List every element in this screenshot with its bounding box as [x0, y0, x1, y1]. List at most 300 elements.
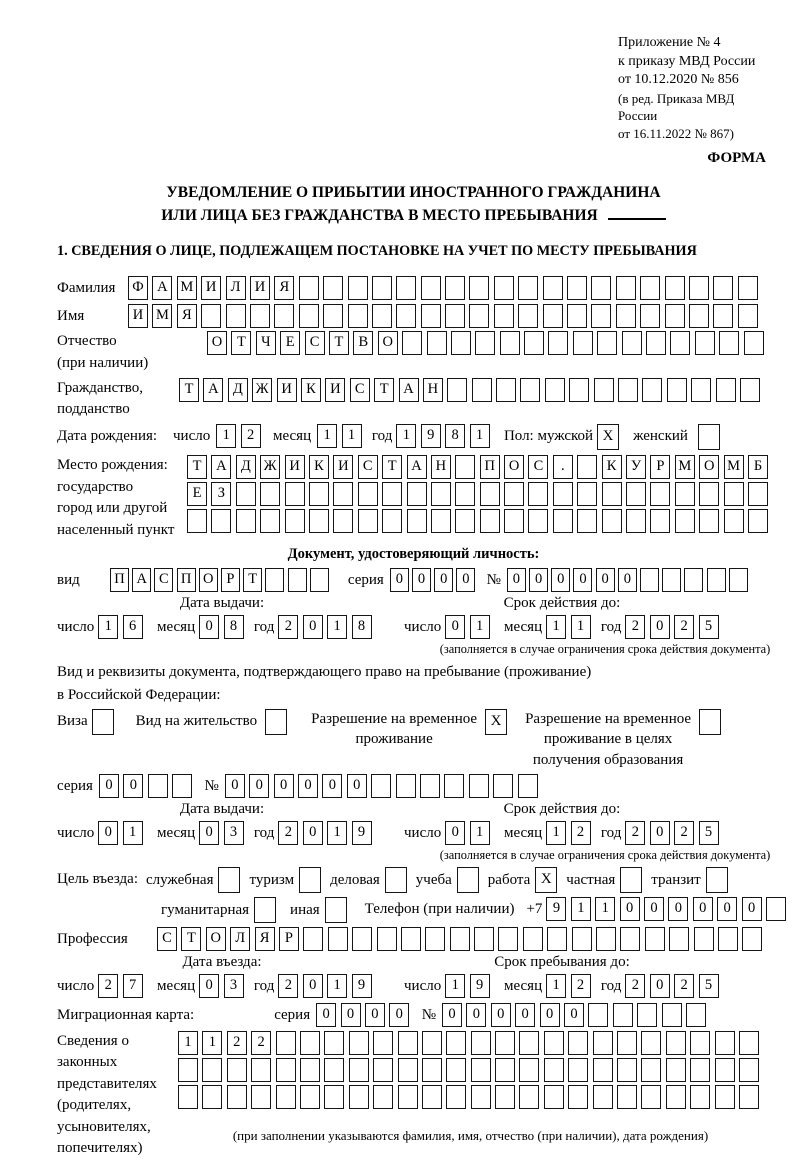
char-cell[interactable]	[689, 304, 709, 328]
char-cell[interactable]: А	[132, 568, 151, 592]
char-cell[interactable]	[715, 1058, 735, 1082]
char-cell[interactable]	[348, 276, 368, 300]
char-cell[interactable]	[553, 482, 573, 506]
char-cell[interactable]: 0	[650, 974, 670, 998]
char-cell[interactable]	[299, 304, 319, 328]
char-cell[interactable]: 2	[571, 821, 591, 845]
char-cell[interactable]: Н	[423, 378, 443, 402]
char-cell[interactable]	[544, 1031, 564, 1055]
char-cell[interactable]	[742, 927, 762, 951]
char-cell[interactable]: Я	[177, 304, 197, 328]
char-cell[interactable]: 2	[278, 974, 298, 998]
char-cell[interactable]	[349, 1058, 369, 1082]
char-cell[interactable]	[285, 509, 305, 533]
char-cell[interactable]: 0	[199, 615, 219, 639]
char-cell[interactable]	[333, 482, 353, 506]
char-cell[interactable]: 0	[199, 821, 219, 845]
char-cell[interactable]: 1	[445, 974, 465, 998]
char-cell[interactable]	[451, 331, 471, 355]
char-cell[interactable]	[602, 509, 622, 533]
char-cell[interactable]: 2	[241, 424, 261, 448]
char-cell[interactable]	[519, 1031, 539, 1055]
char-cell[interactable]: О	[699, 455, 719, 479]
char-cell[interactable]: 2	[625, 821, 645, 845]
char-cell[interactable]	[420, 774, 440, 798]
char-cell[interactable]	[591, 276, 611, 300]
char-cell[interactable]	[446, 1058, 466, 1082]
char-cell[interactable]: 2	[278, 615, 298, 639]
char-cell[interactable]: И	[285, 455, 305, 479]
char-cell[interactable]	[523, 927, 543, 951]
char-cell[interactable]	[422, 1031, 442, 1055]
char-cell[interactable]: Т	[329, 331, 349, 355]
char-cell[interactable]: 0	[322, 774, 342, 798]
char-cell[interactable]	[493, 774, 513, 798]
char-cell[interactable]: 9	[546, 897, 566, 921]
char-cell[interactable]: 0	[99, 774, 119, 798]
char-cell[interactable]	[518, 276, 538, 300]
char-cell[interactable]: Д	[236, 455, 256, 479]
char-cell[interactable]	[694, 927, 714, 951]
char-cell[interactable]: 2	[571, 974, 591, 998]
char-cell[interactable]	[475, 331, 495, 355]
char-cell[interactable]: Н	[431, 455, 451, 479]
char-cell[interactable]: 0	[389, 1003, 409, 1027]
char-cell[interactable]	[699, 482, 719, 506]
char-cell[interactable]	[691, 378, 711, 402]
char-cell[interactable]: М	[724, 455, 744, 479]
char-cell[interactable]	[372, 276, 392, 300]
char-cell[interactable]: М	[177, 276, 197, 300]
char-cell[interactable]	[739, 1031, 759, 1055]
char-cell[interactable]	[504, 509, 524, 533]
sex-male-checkbox[interactable]: X	[597, 424, 619, 450]
char-cell[interactable]: 2	[625, 974, 645, 998]
char-cell[interactable]: Т	[187, 455, 207, 479]
char-cell[interactable]	[348, 304, 368, 328]
char-cell[interactable]: Ф	[128, 276, 148, 300]
char-cell[interactable]	[172, 774, 192, 798]
char-cell[interactable]	[553, 509, 573, 533]
char-cell[interactable]: У	[626, 455, 646, 479]
char-cell[interactable]	[250, 304, 270, 328]
char-cell[interactable]: 1	[342, 424, 362, 448]
char-cell[interactable]: 0	[225, 774, 245, 798]
char-cell[interactable]: 0	[540, 1003, 560, 1027]
char-cell[interactable]: 8	[352, 615, 372, 639]
char-cell[interactable]	[358, 509, 378, 533]
char-cell[interactable]	[500, 331, 520, 355]
char-cell[interactable]	[594, 378, 614, 402]
char-cell[interactable]	[480, 482, 500, 506]
char-cell[interactable]: Т	[179, 378, 199, 402]
other-checkbox[interactable]	[325, 897, 347, 923]
char-cell[interactable]: 1	[327, 821, 347, 845]
char-cell[interactable]	[425, 927, 445, 951]
char-cell[interactable]: С	[528, 455, 548, 479]
char-cell[interactable]	[545, 378, 565, 402]
char-cell[interactable]	[227, 1085, 247, 1109]
char-cell[interactable]	[333, 509, 353, 533]
char-cell[interactable]	[398, 1085, 418, 1109]
char-cell[interactable]: Е	[187, 482, 207, 506]
char-cell[interactable]	[641, 1085, 661, 1109]
char-cell[interactable]: Я	[255, 927, 275, 951]
char-cell[interactable]	[640, 568, 659, 592]
char-cell[interactable]	[469, 304, 489, 328]
char-cell[interactable]: 0	[650, 615, 670, 639]
char-cell[interactable]	[402, 331, 422, 355]
char-cell[interactable]	[665, 304, 685, 328]
char-cell[interactable]: 0	[456, 568, 475, 592]
char-cell[interactable]	[675, 482, 695, 506]
char-cell[interactable]	[227, 1058, 247, 1082]
char-cell[interactable]: А	[211, 455, 231, 479]
char-cell[interactable]: 5	[699, 974, 719, 998]
private-checkbox[interactable]	[620, 867, 642, 893]
char-cell[interactable]	[695, 331, 715, 355]
char-cell[interactable]: П	[480, 455, 500, 479]
char-cell[interactable]	[178, 1085, 198, 1109]
char-cell[interactable]: 1	[327, 615, 347, 639]
char-cell[interactable]	[236, 482, 256, 506]
char-cell[interactable]: 0	[442, 1003, 462, 1027]
char-cell[interactable]	[577, 455, 597, 479]
char-cell[interactable]	[260, 509, 280, 533]
char-cell[interactable]	[613, 1003, 633, 1027]
char-cell[interactable]: В	[353, 331, 373, 355]
char-cell[interactable]: О	[378, 331, 398, 355]
char-cell[interactable]: Т	[382, 455, 402, 479]
char-cell[interactable]: 1	[470, 424, 490, 448]
char-cell[interactable]: 2	[674, 821, 694, 845]
char-cell[interactable]	[226, 304, 246, 328]
char-cell[interactable]	[495, 1085, 515, 1109]
char-cell[interactable]	[265, 568, 284, 592]
char-cell[interactable]: И	[128, 304, 148, 328]
char-cell[interactable]: 8	[445, 424, 465, 448]
char-cell[interactable]	[373, 1085, 393, 1109]
char-cell[interactable]	[670, 331, 690, 355]
char-cell[interactable]: Д	[228, 378, 248, 402]
char-cell[interactable]: 1	[202, 1031, 222, 1055]
char-cell[interactable]	[748, 482, 768, 506]
char-cell[interactable]	[626, 509, 646, 533]
char-cell[interactable]: 2	[227, 1031, 247, 1055]
char-cell[interactable]: 3	[224, 821, 244, 845]
char-cell[interactable]: 1	[546, 615, 566, 639]
char-cell[interactable]	[577, 509, 597, 533]
work-checkbox[interactable]: X	[535, 867, 557, 893]
char-cell[interactable]: 1	[317, 424, 337, 448]
char-cell[interactable]	[504, 482, 524, 506]
char-cell[interactable]: 7	[123, 974, 143, 998]
char-cell[interactable]	[352, 927, 372, 951]
char-cell[interactable]	[645, 927, 665, 951]
char-cell[interactable]	[567, 276, 587, 300]
char-cell[interactable]: 1	[327, 974, 347, 998]
char-cell[interactable]: 1	[571, 897, 591, 921]
char-cell[interactable]	[421, 276, 441, 300]
char-cell[interactable]: 0	[274, 774, 294, 798]
transit-checkbox[interactable]	[706, 867, 728, 893]
char-cell[interactable]	[524, 331, 544, 355]
char-cell[interactable]	[178, 1058, 198, 1082]
temp-residence-checkbox[interactable]: X	[485, 709, 507, 735]
char-cell[interactable]	[373, 1031, 393, 1055]
char-cell[interactable]: И	[333, 455, 353, 479]
char-cell[interactable]	[593, 1031, 613, 1055]
char-cell[interactable]: 0	[390, 568, 409, 592]
char-cell[interactable]: 0	[298, 774, 318, 798]
char-cell[interactable]: О	[207, 331, 227, 355]
char-cell[interactable]: 1	[546, 821, 566, 845]
char-cell[interactable]: Л	[230, 927, 250, 951]
char-cell[interactable]	[716, 378, 736, 402]
char-cell[interactable]: 0	[303, 821, 323, 845]
char-cell[interactable]: 0	[123, 774, 143, 798]
char-cell[interactable]: И	[201, 276, 221, 300]
char-cell[interactable]	[422, 1085, 442, 1109]
char-cell[interactable]	[641, 1058, 661, 1082]
char-cell[interactable]	[577, 482, 597, 506]
char-cell[interactable]: 1	[98, 615, 118, 639]
char-cell[interactable]: З	[211, 482, 231, 506]
char-cell[interactable]	[739, 1085, 759, 1109]
char-cell[interactable]	[518, 774, 538, 798]
char-cell[interactable]	[738, 304, 758, 328]
char-cell[interactable]: 0	[620, 897, 640, 921]
char-cell[interactable]: Т	[374, 378, 394, 402]
char-cell[interactable]	[699, 509, 719, 533]
char-cell[interactable]	[358, 482, 378, 506]
char-cell[interactable]	[251, 1085, 271, 1109]
char-cell[interactable]: 1	[216, 424, 236, 448]
char-cell[interactable]	[707, 568, 726, 592]
char-cell[interactable]	[646, 331, 666, 355]
char-cell[interactable]: 0	[445, 615, 465, 639]
char-cell[interactable]	[567, 304, 587, 328]
char-cell[interactable]: 9	[352, 974, 372, 998]
char-cell[interactable]	[373, 1058, 393, 1082]
char-cell[interactable]	[398, 1031, 418, 1055]
char-cell[interactable]	[471, 1031, 491, 1055]
temp-residence-edu-checkbox[interactable]	[699, 709, 721, 735]
char-cell[interactable]: 0	[365, 1003, 385, 1027]
char-cell[interactable]	[382, 482, 402, 506]
char-cell[interactable]: 0	[742, 897, 762, 921]
sex-female-checkbox[interactable]	[698, 424, 720, 450]
char-cell[interactable]: 2	[674, 615, 694, 639]
char-cell[interactable]	[620, 927, 640, 951]
char-cell[interactable]: 3	[224, 974, 244, 998]
char-cell[interactable]	[446, 1085, 466, 1109]
char-cell[interactable]	[548, 331, 568, 355]
char-cell[interactable]	[450, 927, 470, 951]
char-cell[interactable]	[202, 1058, 222, 1082]
char-cell[interactable]	[666, 1058, 686, 1082]
char-cell[interactable]	[396, 276, 416, 300]
char-cell[interactable]	[739, 1058, 759, 1082]
char-cell[interactable]	[495, 1031, 515, 1055]
char-cell[interactable]	[328, 927, 348, 951]
char-cell[interactable]	[494, 276, 514, 300]
char-cell[interactable]: 0	[529, 568, 548, 592]
char-cell[interactable]	[719, 331, 739, 355]
char-cell[interactable]	[596, 927, 616, 951]
visa-checkbox[interactable]	[92, 709, 114, 735]
char-cell[interactable]	[498, 927, 518, 951]
char-cell[interactable]	[650, 482, 670, 506]
char-cell[interactable]: С	[358, 455, 378, 479]
char-cell[interactable]	[662, 568, 681, 592]
char-cell[interactable]	[495, 1058, 515, 1082]
char-cell[interactable]	[547, 927, 567, 951]
char-cell[interactable]: Я	[274, 276, 294, 300]
business-checkbox[interactable]	[385, 867, 407, 893]
char-cell[interactable]: С	[157, 927, 177, 951]
char-cell[interactable]	[568, 1058, 588, 1082]
char-cell[interactable]	[371, 774, 391, 798]
char-cell[interactable]: 1	[595, 897, 615, 921]
char-cell[interactable]	[642, 378, 662, 402]
char-cell[interactable]	[689, 276, 709, 300]
char-cell[interactable]	[274, 304, 294, 328]
char-cell[interactable]	[665, 276, 685, 300]
char-cell[interactable]	[640, 304, 660, 328]
char-cell[interactable]	[396, 774, 416, 798]
char-cell[interactable]: А	[399, 378, 419, 402]
char-cell[interactable]	[544, 1058, 564, 1082]
char-cell[interactable]	[572, 927, 592, 951]
char-cell[interactable]	[323, 276, 343, 300]
char-cell[interactable]	[377, 927, 397, 951]
char-cell[interactable]	[520, 378, 540, 402]
residence-permit-checkbox[interactable]	[265, 709, 287, 735]
char-cell[interactable]	[474, 927, 494, 951]
char-cell[interactable]	[618, 378, 638, 402]
char-cell[interactable]: К	[309, 455, 329, 479]
char-cell[interactable]	[569, 378, 589, 402]
char-cell[interactable]	[445, 304, 465, 328]
char-cell[interactable]	[519, 1085, 539, 1109]
char-cell[interactable]	[187, 509, 207, 533]
char-cell[interactable]	[622, 331, 642, 355]
char-cell[interactable]	[686, 1003, 706, 1027]
char-cell[interactable]: 9	[470, 974, 490, 998]
char-cell[interactable]: 2	[251, 1031, 271, 1055]
char-cell[interactable]	[662, 1003, 682, 1027]
char-cell[interactable]	[372, 304, 392, 328]
char-cell[interactable]	[471, 1058, 491, 1082]
char-cell[interactable]	[455, 509, 475, 533]
char-cell[interactable]	[588, 1003, 608, 1027]
char-cell[interactable]	[602, 482, 622, 506]
char-cell[interactable]	[446, 1031, 466, 1055]
char-cell[interactable]	[617, 1085, 637, 1109]
char-cell[interactable]	[202, 1085, 222, 1109]
char-cell[interactable]	[396, 304, 416, 328]
tourism-checkbox[interactable]	[299, 867, 321, 893]
char-cell[interactable]: 2	[278, 821, 298, 845]
char-cell[interactable]: 0	[668, 897, 688, 921]
char-cell[interactable]	[641, 1031, 661, 1055]
char-cell[interactable]	[421, 304, 441, 328]
char-cell[interactable]: 6	[123, 615, 143, 639]
char-cell[interactable]: 5	[699, 615, 719, 639]
char-cell[interactable]	[427, 331, 447, 355]
char-cell[interactable]	[543, 276, 563, 300]
study-checkbox[interactable]	[457, 867, 479, 893]
char-cell[interactable]: С	[154, 568, 173, 592]
char-cell[interactable]: 0	[98, 821, 118, 845]
char-cell[interactable]: Ч	[256, 331, 276, 355]
char-cell[interactable]	[666, 1031, 686, 1055]
char-cell[interactable]	[616, 276, 636, 300]
char-cell[interactable]	[201, 304, 221, 328]
char-cell[interactable]	[667, 378, 687, 402]
char-cell[interactable]: 2	[674, 974, 694, 998]
char-cell[interactable]	[349, 1031, 369, 1055]
char-cell[interactable]	[729, 568, 748, 592]
char-cell[interactable]	[276, 1058, 296, 1082]
char-cell[interactable]: А	[407, 455, 427, 479]
char-cell[interactable]: 2	[98, 974, 118, 998]
char-cell[interactable]	[148, 774, 168, 798]
char-cell[interactable]: Л	[226, 276, 246, 300]
char-cell[interactable]	[528, 509, 548, 533]
char-cell[interactable]: К	[602, 455, 622, 479]
char-cell[interactable]	[637, 1003, 657, 1027]
char-cell[interactable]: Т	[181, 927, 201, 951]
char-cell[interactable]: Ж	[260, 455, 280, 479]
char-cell[interactable]: 0	[412, 568, 431, 592]
char-cell[interactable]	[300, 1085, 320, 1109]
char-cell[interactable]	[496, 378, 516, 402]
char-cell[interactable]: Ж	[252, 378, 272, 402]
char-cell[interactable]	[431, 482, 451, 506]
char-cell[interactable]: 0	[316, 1003, 336, 1027]
char-cell[interactable]	[617, 1031, 637, 1055]
char-cell[interactable]: 0	[249, 774, 269, 798]
char-cell[interactable]	[444, 774, 464, 798]
char-cell[interactable]	[471, 1085, 491, 1109]
char-cell[interactable]	[748, 509, 768, 533]
char-cell[interactable]: О	[199, 568, 218, 592]
char-cell[interactable]	[593, 1085, 613, 1109]
char-cell[interactable]: А	[203, 378, 223, 402]
char-cell[interactable]: М	[152, 304, 172, 328]
char-cell[interactable]	[431, 509, 451, 533]
char-cell[interactable]: 0	[551, 568, 570, 592]
char-cell[interactable]: 0	[717, 897, 737, 921]
char-cell[interactable]: 0	[573, 568, 592, 592]
char-cell[interactable]: Т	[243, 568, 262, 592]
char-cell[interactable]	[724, 509, 744, 533]
char-cell[interactable]	[718, 927, 738, 951]
char-cell[interactable]	[324, 1031, 344, 1055]
char-cell[interactable]: 1	[546, 974, 566, 998]
char-cell[interactable]	[640, 276, 660, 300]
char-cell[interactable]: 0	[445, 821, 465, 845]
char-cell[interactable]: 0	[693, 897, 713, 921]
char-cell[interactable]	[480, 509, 500, 533]
char-cell[interactable]	[309, 509, 329, 533]
char-cell[interactable]: С	[350, 378, 370, 402]
char-cell[interactable]: 0	[199, 974, 219, 998]
char-cell[interactable]	[738, 276, 758, 300]
char-cell[interactable]: И	[250, 276, 270, 300]
